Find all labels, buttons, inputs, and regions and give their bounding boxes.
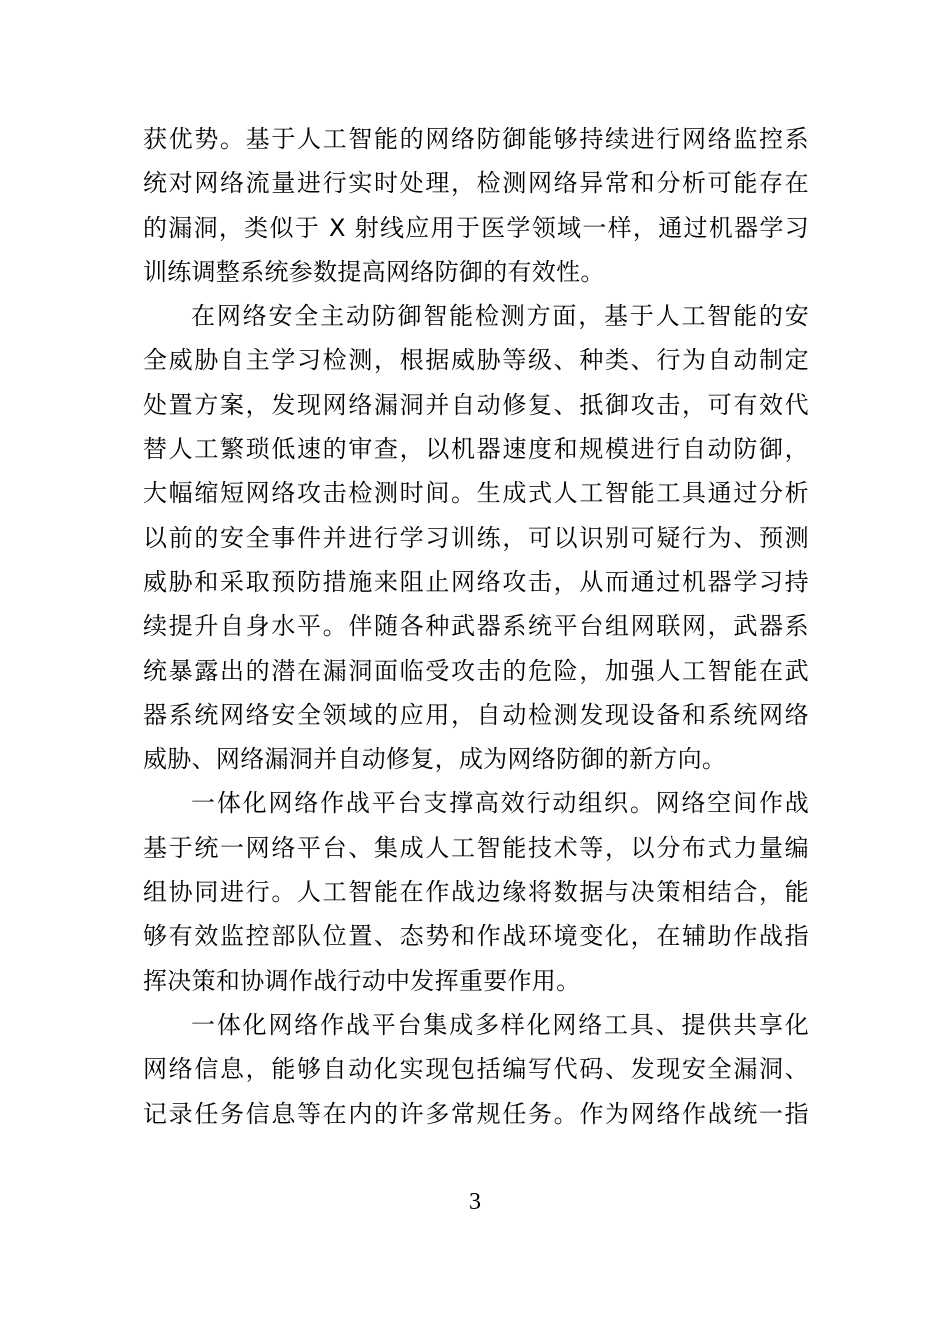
text-line: 记录任务信息等在内的许多常规任务。作为网络作战统一指: [143, 1099, 809, 1128]
text-line: 大幅缩短网络攻击检测时间。生成式人工智能工具通过分析: [143, 479, 809, 508]
text-line: 一体化网络作战平台集成多样化网络工具、提供共享化: [191, 1010, 809, 1039]
text-line: 一体化网络作战平台支撑高效行动组织。网络空间作战: [191, 789, 809, 818]
text-line: 器系统网络安全领域的应用，自动检测发现设备和系统网络: [143, 700, 809, 729]
body-text: [143, 117, 809, 1136]
text-line: 续提升自身水平。伴随各种武器系统平台组网联网，武器系: [143, 612, 809, 641]
text-line: 威胁、网络漏洞并自动修复，成为网络防御的新方向。: [143, 745, 727, 774]
text-line: 统暴露出的潜在漏洞面临受攻击的危险，加强人工智能在武: [143, 656, 809, 685]
text-line: 基于统一网络平台、集成人工智能技术等，以分布式力量编: [143, 833, 809, 862]
text-line: 在网络安全主动防御智能检测方面，基于人工智能的安: [191, 302, 809, 331]
page-number: 3: [469, 1189, 481, 1215]
text-line: 组协同进行。人工智能在作战边缘将数据与决策相结合，能: [143, 878, 809, 907]
text-line: 网络信息，能够自动化实现包括编写代码、发现安全漏洞、: [143, 1055, 809, 1084]
text-line: 的漏洞，类似于 X 射线应用于医学领域一样，通过机器学习: [143, 213, 809, 242]
text-line: 威胁和采取预防措施来阻止网络攻击，从而通过机器学习持: [143, 567, 809, 596]
text-line: 全威胁自主学习检测，根据威胁等级、种类、行为自动制定: [143, 346, 809, 375]
text-line: 处置方案，发现网络漏洞并自动修复、抵御攻击，可有效代: [143, 390, 809, 419]
text-line: 挥决策和协调作战行动中发挥重要作用。: [143, 966, 581, 995]
text-line: 训练调整系统参数提高网络防御的有效性。: [143, 257, 605, 286]
text-line: 以前的安全事件并进行学习训练，可以识别可疑行为、预测: [143, 523, 809, 552]
text-line: 统对网络流量进行实时处理，检测网络异常和分析可能存在: [143, 169, 809, 198]
text-line: 够有效监控部队位置、态势和作战环境变化，在辅助作战指: [143, 922, 809, 951]
text-line: 获优势。基于人工智能的网络防御能够持续进行网络监控系: [143, 125, 809, 153]
text-line: 替人工繁琐低速的审查，以机器速度和规模进行自动防御，: [143, 435, 809, 464]
